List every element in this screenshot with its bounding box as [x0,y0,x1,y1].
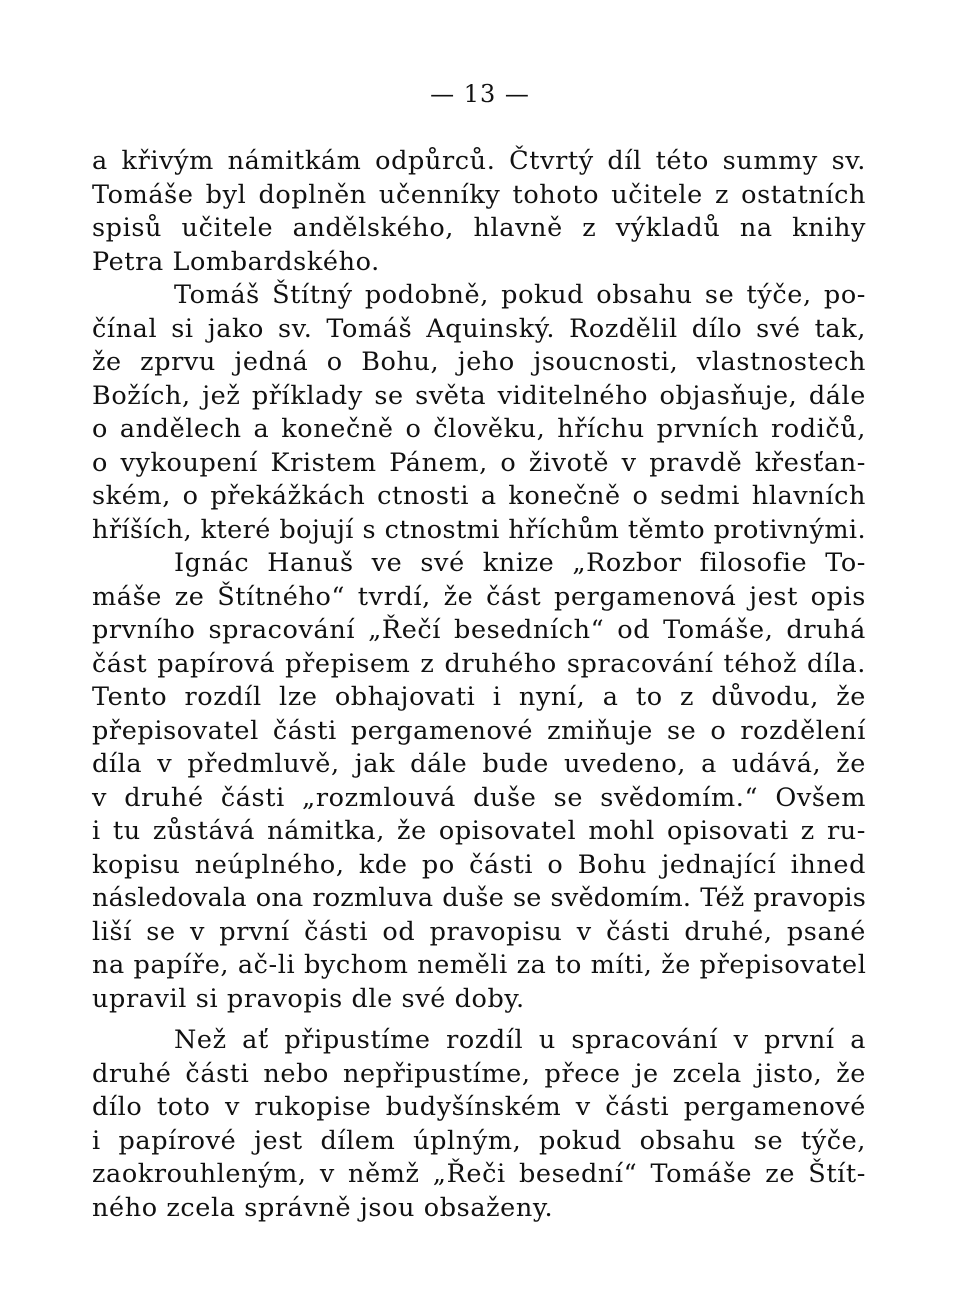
text-line: ském, o překážkách ctnosti a konečně o sedmi hlavních [92,481,866,511]
text-line: Tomáš Štítný podobně, pokud obsahu se týče, po- [174,280,866,310]
text-line: druhé části nebo nepřipustíme, přece je zcela jisto, že [92,1058,866,1089]
text-line: díla v předmluvě, jak dále bude uvedeno, a udává, že [92,749,866,779]
text-line: máše ze Štítného“ tvrdí, že část pergamenová jest opis [92,581,866,612]
text-line: prvního spracování „Řečí besedních“ od Tomáše, druhá [92,615,866,645]
paragraph-3 [92,547,866,1016]
text-line: čínal si jako sv. Tomáš Aquinský. Rozdělil dílo své tak, [92,313,866,344]
text-line: Tomáše byl doplněn učenníky tohoto učitele z ostatních [92,179,866,210]
text-line: v druhé části „rozmlouvá duše se svědomím.“ Ovšem [92,782,866,813]
page-number: — 13 — [430,80,530,108]
text-line: spisů učitele andělského, hlavně z výkladů na knihy [92,213,866,243]
text-line: liší se v první části od pravopisu v části druhé, psané [92,916,866,947]
text-line: upravil si pravopis dle své doby. [92,983,525,1014]
text-line: že zprvu jedná o Bohu, jeho jsoucnosti, vlastnostech [92,347,866,377]
text-line: část papírová přepisem z druhého spracování téhož díla. [92,648,866,679]
text-line: Tento rozdíl lze obhajovati i nyní, a to z důvodu, že [92,682,866,712]
text-line: přepisovatel části pergamenové zmiňuje se o rozdělení [92,715,866,746]
body-text [92,145,866,1225]
text-line: i papírové jest dílem úplným, pokud obsahu se týče, [92,1125,866,1156]
paragraph-2 [92,279,866,547]
text-line: dílo toto v rukopise budyšínském v části pergamenové [92,1092,866,1122]
paragraph-spacer [92,1016,866,1024]
text-line: ného zcela správně jsou obsaženy. [92,1192,554,1223]
text-line: kopisu neúplného, kde po části o Bohu jednající ihned [92,849,866,880]
text-line: hříších, které bojují s ctnostmi hříchům těmto protivnými. [92,514,866,545]
text-line: Božích, jež příklady se světa viditelného objasňuje, dále [92,380,866,411]
text-line: Než ať připustíme rozdíl u spracování v první a [174,1025,866,1055]
text-line: zaokrouhleným, v němž „Řeči besední“ Tomáše ze Štít- [92,1159,866,1189]
text-line: o vykoupení Kristem Pánem, o životě v pravdě křesťan- [92,447,866,478]
text-line: Ignác Hanuš ve své knize „Rozbor filosofie To- [174,548,866,578]
text-line: a křivým námitkám odpůrců. Čtvrtý díl této summy sv. [92,146,866,176]
text-line: o andělech a konečně o člověku, hříchu prvních rodičů, [92,414,866,444]
text-line: i tu zůstává námitka, že opisovatel mohl opisovati z ru- [92,816,866,846]
text-line: Petra Lombardského. [92,246,380,277]
text-line: na papíře, ač-li bychom neměli za to míti, že přepisovatel [92,950,867,980]
paragraph-4 [92,1024,866,1225]
text-line: následovala ona rozmluva duše se svědomím. Též pravopis [92,883,866,913]
paragraph-1 [92,145,866,279]
